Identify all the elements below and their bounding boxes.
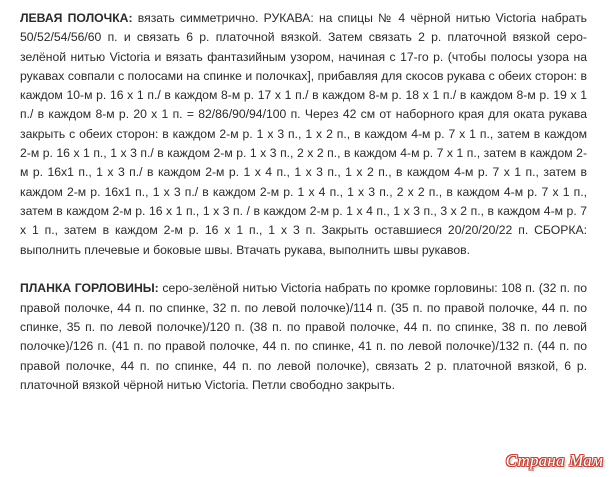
section-text-left-front: вязать симметрично. РУКАВА: на спицы № 4 чёрной нитью Victoria набрать 50/52/54/56/60 п. и связать 6 р. платочной вязкой. Затем связать 2 р. платочной вязкой серо-зелёной нитью Victoria и вязать фантазийным узором, начиная с 17-го р. (чтобы полосы узора на рукавах совпали с полосами на спинке и полочках], прибавляя для скосов рукава с обеих сторон: в каждом 10-м р. 16 х 1 п./ в каждом 8-м р. 17 х 1 п./ в каждом 8-м р. 18 х 1 п./ в каждом 8-м р. 19 х 1 п./ в каждом 8-м р. 20 х 1 п. = 82/86/90/94/100 п. Через 42 см от наборного края для оката рукава закрыть с обеих сторон: в каждом 2-м р. 1 х 3 п., 1 х 2 п., в каждом 4-м р. 7 х 1 п., затем в каждом 2-м р. 16 х 1 п., 1 х 3 п./ в каждом 2-м р. 1 х 3 п., 2 х 2 п., в каждом 4-м р. 7 х 1 п., затем в каждом 2-м р. 16х1 п., 1 х 3 п./ в каждом 2-м р. 1 х 4 п., 1 х 3 п., 1 х 2 п., в каждом 4-м р. 7 х 1 п., затем в каждом 2-м р. 16х1 п., 1 х 3 п./ в каждом 2-м р. 1 х 4 п., 1 х 3 п., 2 х 2 п., в каждом 4-м р. 7 х 1 п., затем в каждом 2-м р. 16 х 1 п., 1 х 3 п. / в каждом 2-м р. 1 х 4 п., 1 х 3 п., 3 х 2 п., в каждом 4-м р. 7 х 1 п., затем в каждом 2-м р. 16 х 1 п., 1 х 3 п. Закрыть оставшиеся 20/20/20/22 п. СБОРКА: выполнить плечевые и боковые швы. Втачать рукава, выполнить швы рукавов. [20,11,588,257]
paragraph-left-front-and-sleeves [20,9,587,260]
section-text-neck-band: серо-зелёной нитью Victoria набрать по кромке горловины: 108 п. (32 п. по правой полочке, 44 п. по спинке, 32 п. по левой полочке)/114 п. (35 п. по правой полочке, 44 п. по спинке, 35 п. по левой полочке)/120 п. (38 п. по правой полочке, 44 п. по спинке, 38 п. по левой полочке)/126 п. (41 п. по правой полочке, 44 п. по спинке, 41 п. по левой полочке)/132 п. (44 п. по правой полочке, 44 п. по спинке, 44 п. по левой полочке), связать 2 р. платочной вязкой, 6 р. платочной вязкой чёрной нитью Victoria. Петли свободно закрыть. [20,281,587,392]
site-watermark: Страна Мам [505,451,603,470]
section-heading-neck-band: ПЛАНКА ГОРЛОВИНЫ: [20,281,159,296]
section-heading-left-front: ЛЕВАЯ ПОЛОЧКА: [20,11,133,25]
document-body [20,9,587,395]
paragraph-neck-band [20,279,587,395]
